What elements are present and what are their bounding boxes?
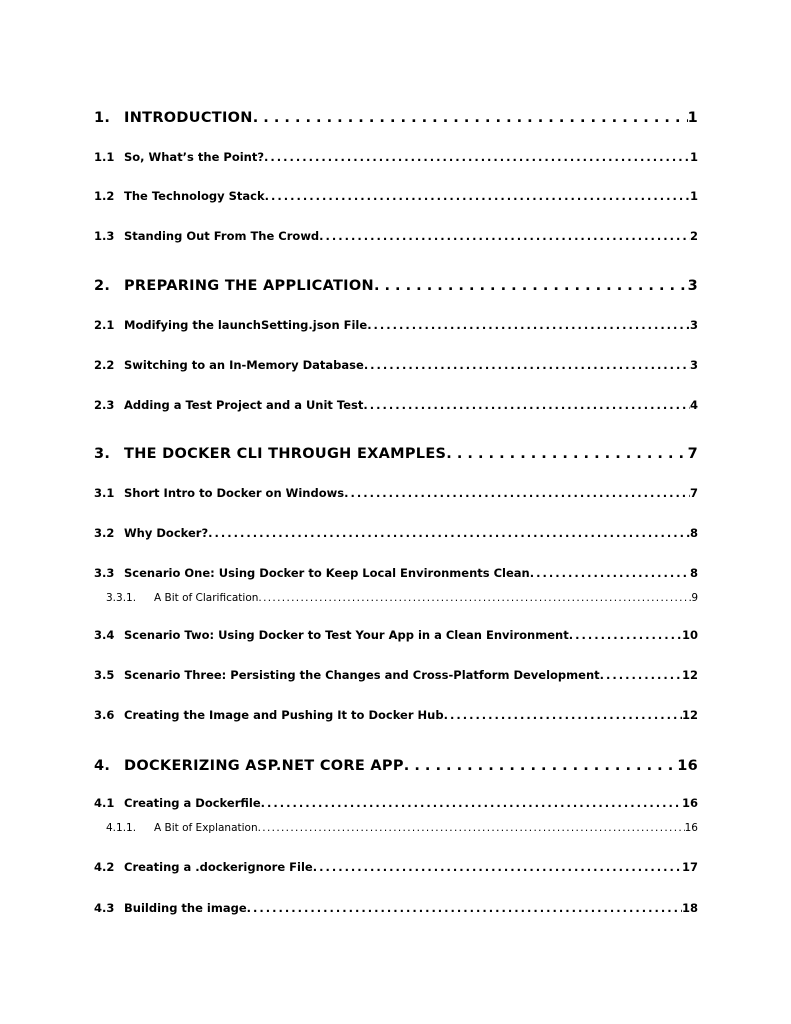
- toc-entry-4-2[interactable]: [94, 862, 698, 874]
- dot-leader: [446, 447, 687, 462]
- toc-page-number: 7: [687, 446, 698, 462]
- toc-number: 2.3: [94, 398, 115, 412]
- toc-entry-2-3[interactable]: [94, 400, 698, 412]
- toc-entry-3-5[interactable]: [94, 670, 698, 682]
- toc-number: 1.1: [94, 150, 115, 164]
- toc-page-number: 1: [689, 150, 698, 164]
- toc-page-number: 12: [681, 668, 698, 682]
- dot-leader: [258, 823, 685, 834]
- toc-entry-1-2[interactable]: [94, 191, 698, 203]
- toc-number: 3.1: [94, 486, 115, 500]
- toc-title: Standing Out From The Crowd: [124, 229, 320, 243]
- toc-entry-4[interactable]: [94, 759, 698, 774]
- toc-title: Scenario Three: Persisting the Changes and Cross-Platform Development: [124, 668, 600, 682]
- toc-title: Creating a .dockerignore File: [124, 860, 313, 874]
- toc-entry-2-1[interactable]: [94, 320, 698, 332]
- dot-leader: [404, 759, 677, 774]
- toc-page-number: 10: [681, 628, 698, 642]
- toc-entry-2-2[interactable]: [94, 360, 698, 372]
- toc-page-number: 4: [689, 398, 698, 412]
- toc-title: Scenario One: Using Docker to Keep Local Environments Clean: [124, 566, 530, 580]
- toc-title: A Bit of Clarification: [154, 592, 259, 604]
- toc-page-number: 9: [691, 592, 698, 604]
- toc-title: Scenario Two: Using Docker to Test Your App in a Clean Environment: [124, 628, 569, 642]
- toc-page-number: 12: [681, 708, 698, 722]
- toc-number: 4.: [94, 758, 111, 774]
- toc-entry-3-6[interactable]: [94, 710, 698, 722]
- toc-title: Creating a Dockerfile: [124, 796, 261, 810]
- toc-entry-1-1[interactable]: [94, 152, 698, 164]
- dot-leader: [265, 191, 690, 203]
- dot-leader: [247, 903, 682, 915]
- toc-title: The Technology Stack: [124, 189, 265, 203]
- toc-number: 2.: [94, 278, 111, 294]
- toc-number: 4.2: [94, 860, 115, 874]
- toc-page-number: 3: [689, 318, 698, 332]
- toc-page-number: 1: [689, 189, 698, 203]
- toc-number: 3.2: [94, 526, 115, 540]
- dot-leader: [319, 231, 690, 243]
- toc-page-number: 18: [681, 901, 698, 915]
- toc-title: Switching to an In-Memory Database: [124, 358, 364, 372]
- toc-page-number: 8: [689, 526, 698, 540]
- toc-entry-3[interactable]: [94, 447, 698, 462]
- toc-number: 3.: [94, 446, 111, 462]
- toc-entry-4-1-1[interactable]: [94, 823, 698, 834]
- dot-leader: [569, 630, 682, 642]
- dot-leader: [258, 593, 691, 604]
- toc-number: 3.3.1.: [106, 592, 137, 604]
- toc-title: So, What’s the Point?: [124, 150, 265, 164]
- toc-number: 3.3: [94, 566, 115, 580]
- toc-entry-3-3-1[interactable]: [94, 593, 698, 604]
- dot-leader: [374, 279, 688, 294]
- toc-page-number: 7: [689, 486, 698, 500]
- toc-title: Why Docker?: [124, 526, 209, 540]
- dot-leader: [364, 360, 690, 372]
- toc-number: 4.3: [94, 901, 115, 915]
- toc-page-number: 17: [681, 860, 698, 874]
- toc-number: 2.2: [94, 358, 115, 372]
- toc-entry-4-3[interactable]: [94, 903, 698, 915]
- dot-leader: [530, 568, 690, 580]
- toc-page-number: 16: [681, 796, 698, 810]
- toc-number: 1.3: [94, 229, 115, 243]
- dot-leader: [264, 152, 690, 164]
- toc-title: INTRODUCTION: [124, 110, 253, 126]
- dot-leader: [444, 710, 682, 722]
- dot-leader: [208, 528, 690, 540]
- toc-number: 4.1: [94, 796, 115, 810]
- toc-number: 1.2: [94, 189, 115, 203]
- toc-entry-1-3[interactable]: [94, 231, 698, 243]
- dot-leader: [253, 111, 688, 126]
- toc-page-number: 16: [684, 822, 698, 834]
- toc-entry-3-2[interactable]: [94, 528, 698, 540]
- toc-entry-2[interactable]: [94, 279, 698, 294]
- toc-title: Building the image: [124, 901, 247, 915]
- toc-entry-1[interactable]: [94, 111, 698, 126]
- toc-title: DOCKERIZING ASP.NET CORE APP: [124, 758, 404, 774]
- dot-leader: [344, 488, 690, 500]
- toc-page-number: 8: [689, 566, 698, 580]
- toc-title: A Bit of Explanation: [154, 822, 258, 834]
- toc-title: Modifying the launchSetting.json File: [124, 318, 368, 332]
- toc-entry-3-4[interactable]: [94, 630, 698, 642]
- toc-page-number: 2: [689, 229, 698, 243]
- dot-leader: [363, 400, 690, 412]
- dot-leader: [261, 798, 682, 810]
- toc-title: THE DOCKER CLI THROUGH EXAMPLES: [124, 446, 447, 462]
- toc-page-number: 3: [689, 358, 698, 372]
- toc-number: 3.5: [94, 668, 115, 682]
- toc-number: 4.1.1.: [106, 822, 137, 834]
- toc-number: 3.6: [94, 708, 115, 722]
- toc-title: Short Intro to Docker on Windows: [124, 486, 345, 500]
- dot-leader: [313, 862, 682, 874]
- toc-page-number: 16: [677, 758, 698, 774]
- dot-leader: [600, 670, 682, 682]
- toc-number: 1.: [94, 110, 111, 126]
- toc-page-number: 3: [687, 278, 698, 294]
- toc-title: Adding a Test Project and a Unit Test: [124, 398, 364, 412]
- dot-leader: [367, 320, 690, 332]
- toc-title: PREPARING THE APPLICATION: [124, 278, 374, 294]
- toc-number: 2.1: [94, 318, 115, 332]
- toc-entry-3-1[interactable]: [94, 488, 698, 500]
- toc-number: 3.4: [94, 628, 115, 642]
- toc-page-number: 1: [687, 110, 698, 126]
- toc-entry-4-1[interactable]: [94, 798, 698, 810]
- toc-entry-3-3[interactable]: [94, 568, 698, 580]
- toc-title: Creating the Image and Pushing It to Docker Hub: [124, 708, 444, 722]
